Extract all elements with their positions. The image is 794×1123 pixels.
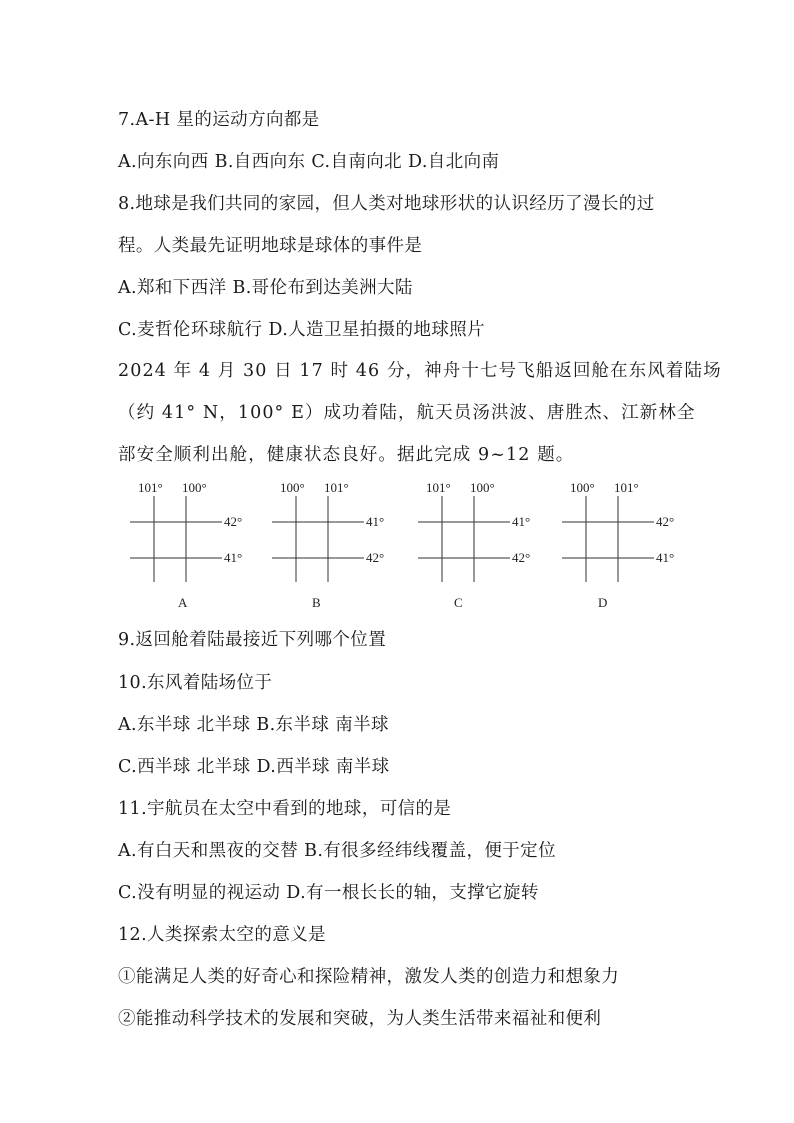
question-7: 7.A-H 星的运动方向都是 xyxy=(118,110,320,130)
question-10-options-cd: C.西半球 北半球 D.西半球 南半球 xyxy=(118,757,390,777)
question-12: 12.人类探索太空的意义是 xyxy=(118,925,327,945)
question-12-statement-2: ②能推动科学技术的发展和突破，为人类生活带来福祉和便利 xyxy=(118,1009,602,1029)
question-9: 9.返回舱着陆最接近下列哪个位置 xyxy=(118,630,387,650)
longitude-label-right: 101° xyxy=(614,480,639,495)
question-7-options: A.向东向西 B.自西向东 C.自南向北 D.自北向南 xyxy=(118,152,500,172)
latitude-label-bottom: 42° xyxy=(512,550,531,565)
latitude-label-top: 42° xyxy=(224,514,243,529)
question-8-options-cd: C.麦哲伦环球航行 D.人造卫星拍摄的地球照片 xyxy=(118,320,486,340)
grid-lines xyxy=(126,478,266,618)
question-8-line2: 程。人类最先证明地球是球体的事件是 xyxy=(118,236,423,256)
longitude-label-right: 101° xyxy=(324,480,349,495)
question-11-options-ab: A.有白天和黑夜的交替 B.有很多经纬线覆盖，便于定位 xyxy=(118,841,556,861)
grid-option-a xyxy=(126,478,266,618)
latitude-label-bottom: 41° xyxy=(656,550,675,565)
option-letter: D xyxy=(598,595,608,610)
latitude-label-top: 41° xyxy=(366,514,385,529)
latitude-label-top: 41° xyxy=(512,514,531,529)
coordinate-grid-options xyxy=(118,478,708,618)
longitude-label-right: 100° xyxy=(470,480,495,495)
context-line1: 2024 年 4 月 30 日 17 时 46 分，神舟十七号飞船返回舱在东风着陆场 xyxy=(118,361,722,381)
longitude-label-left: 101° xyxy=(426,480,451,495)
option-letter: B xyxy=(312,595,321,610)
grid-option-d xyxy=(558,478,698,618)
grid-lines xyxy=(558,478,698,618)
question-8-line1: 8.地球是我们共同的家园，但人类对地球形状的认识经历了漫长的过 xyxy=(118,194,655,214)
longitude-label-right: 100° xyxy=(182,480,207,495)
question-12-statement-1: ①能满足人类的好奇心和探险精神，激发人类的创造力和想象力 xyxy=(118,967,620,987)
grid-lines xyxy=(414,478,554,618)
option-letter: C xyxy=(454,595,463,610)
grid-option-c xyxy=(414,478,554,618)
context-line3: 部安全顺利出舱，健康状态良好。据此完成 9~12 题。 xyxy=(118,445,575,465)
grid-option-b xyxy=(268,478,408,618)
longitude-label-left: 100° xyxy=(280,480,305,495)
option-letter: A xyxy=(178,595,188,610)
context-line2: （约 41° N，100° E）成功着陆，航天员汤洪波、唐胜杰、江新林全 xyxy=(118,403,696,423)
question-11: 11.宇航员在太空中看到的地球，可信的是 xyxy=(118,799,452,819)
question-11-options-cd: C.没有明显的视运动 D.有一根长长的轴，支撑它旋转 xyxy=(118,883,539,903)
question-8-options-ab: A.郑和下西洋 B.哥伦布到达美洲大陆 xyxy=(118,278,413,298)
latitude-label-bottom: 42° xyxy=(366,550,385,565)
longitude-label-left: 101° xyxy=(138,480,163,495)
question-10-options-ab: A.东半球 北半球 B.东半球 南半球 xyxy=(118,715,389,735)
latitude-label-top: 42° xyxy=(656,514,675,529)
question-10: 10.东风着陆场位于 xyxy=(118,673,273,693)
longitude-label-left: 100° xyxy=(570,480,595,495)
latitude-label-bottom: 41° xyxy=(224,550,243,565)
grid-lines xyxy=(268,478,408,618)
